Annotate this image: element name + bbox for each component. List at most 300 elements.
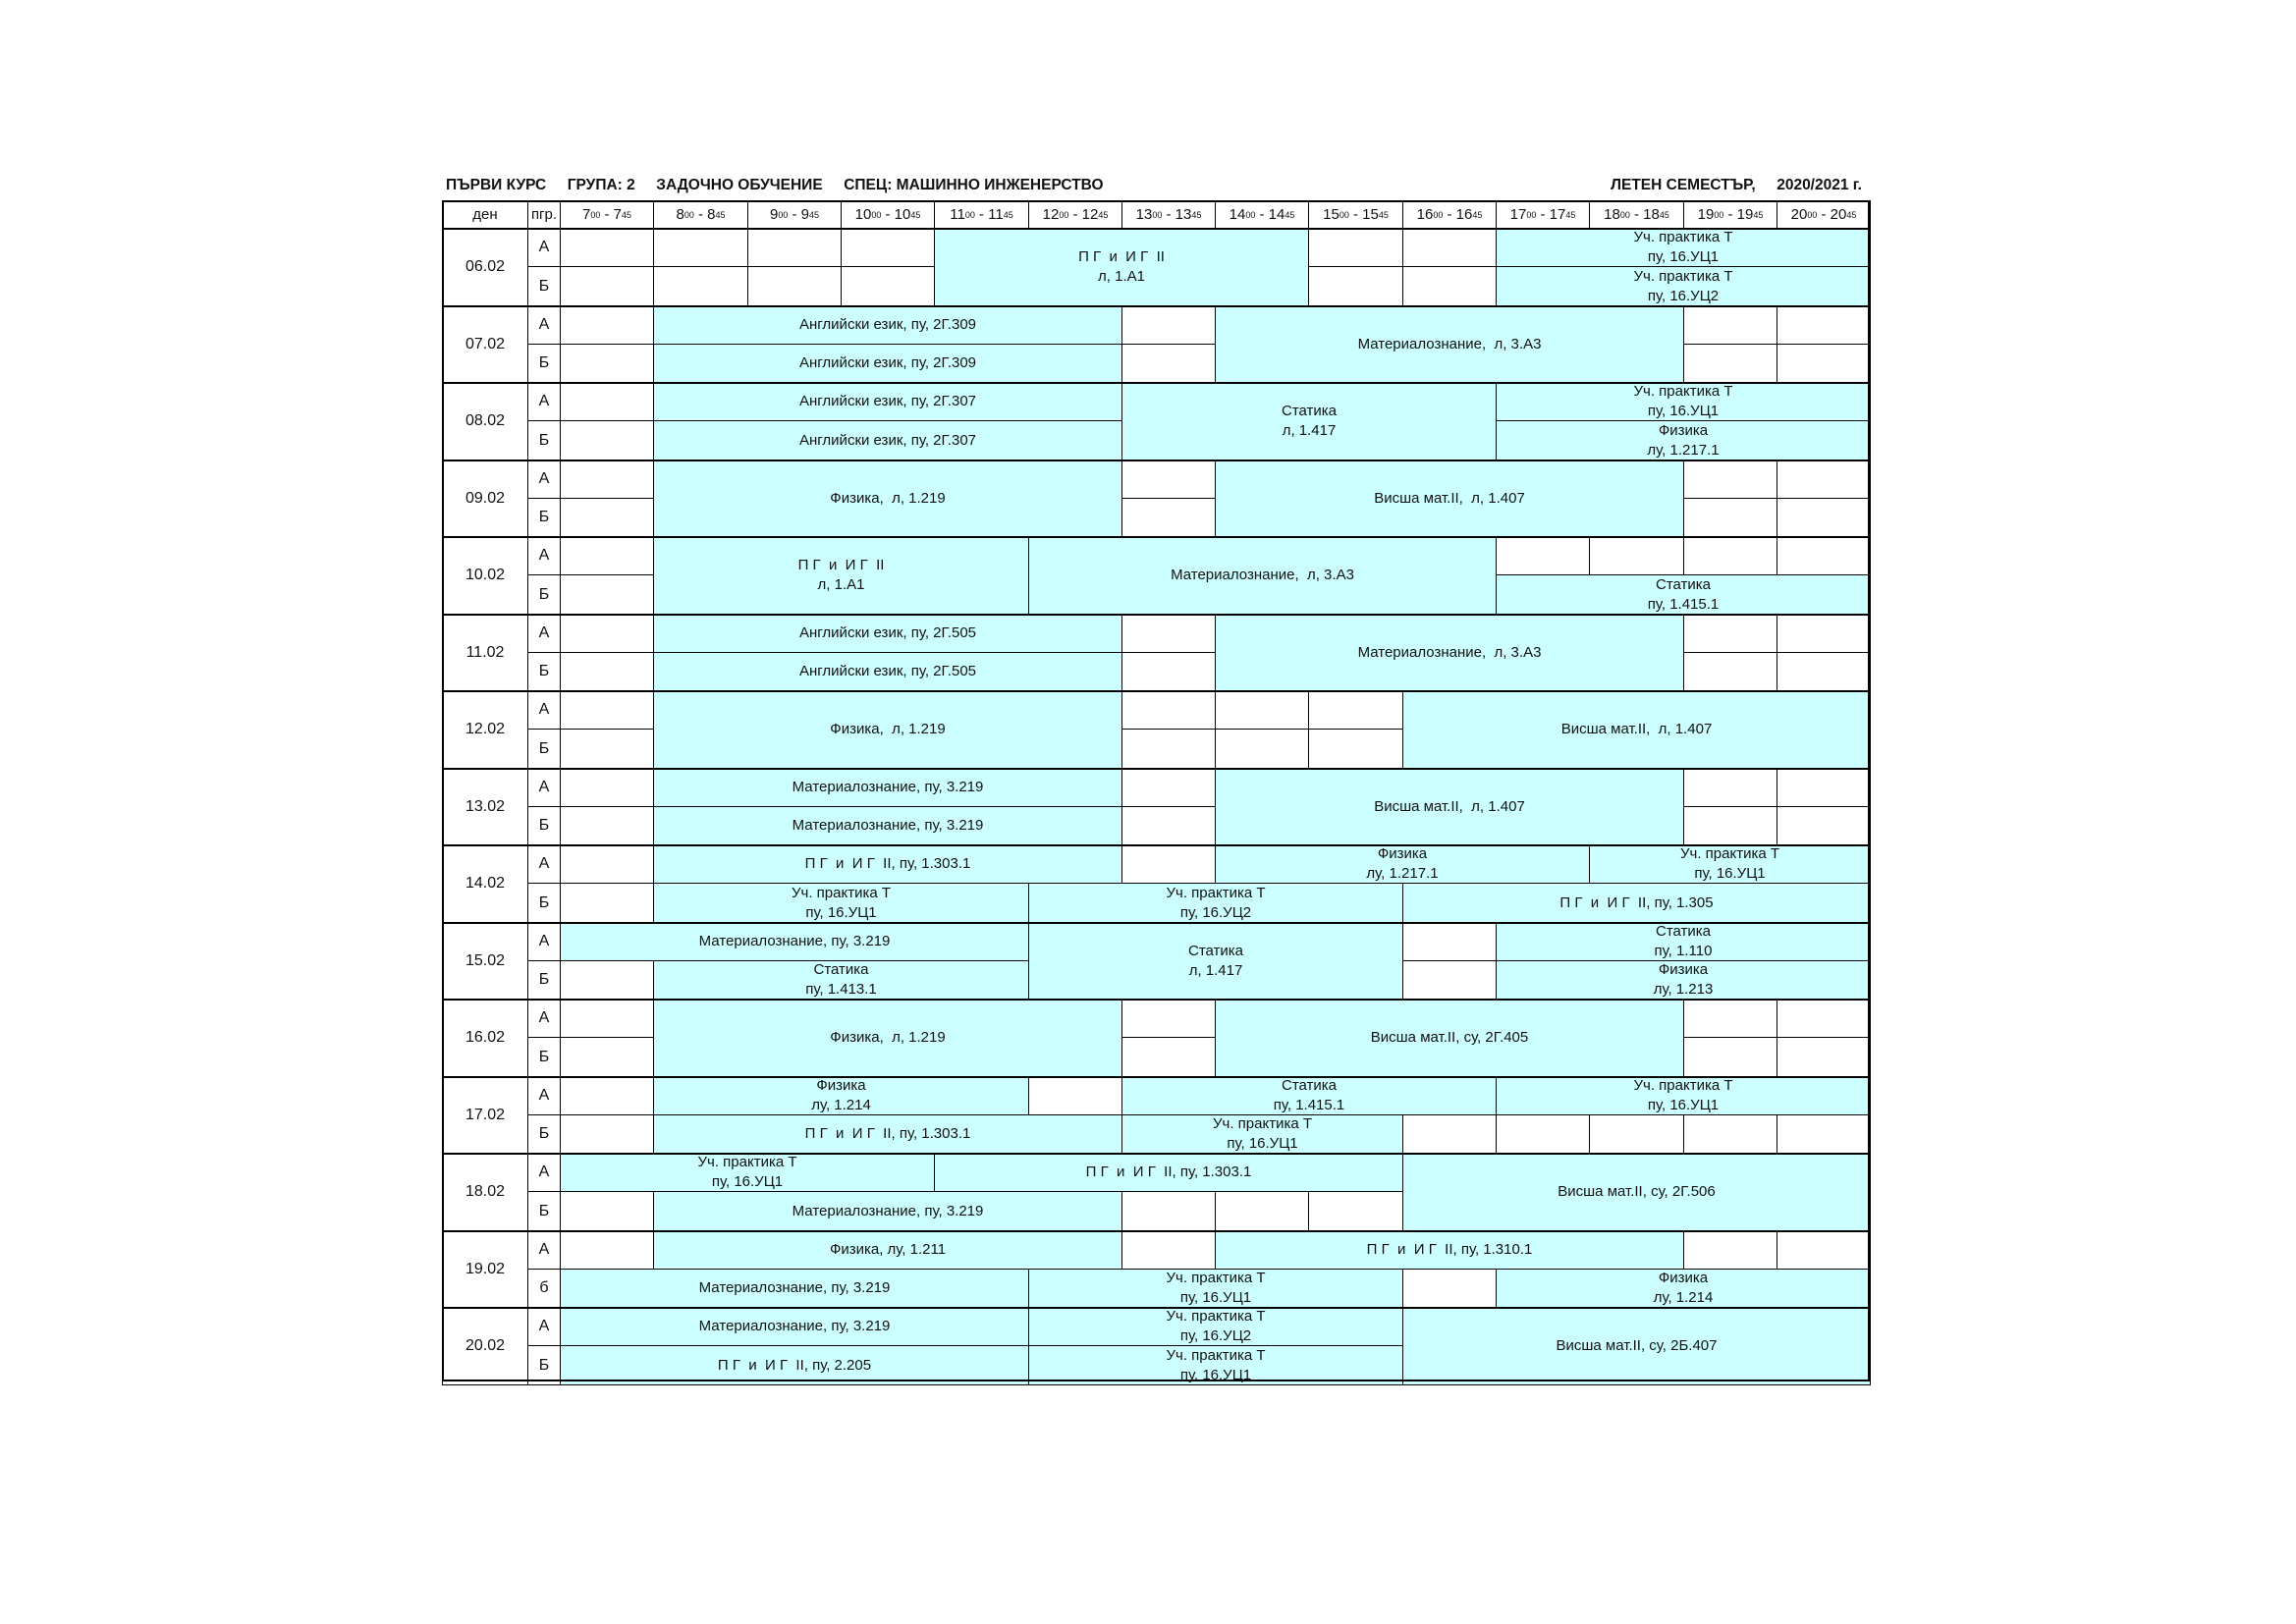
empty-slot: [560, 1191, 654, 1231]
empty-slot: [1121, 305, 1216, 345]
empty-slot: [560, 652, 654, 691]
class-room: лу, 1.217.1: [1366, 865, 1439, 882]
empty-slot: [1121, 1037, 1216, 1077]
class-block: [1215, 768, 1684, 845]
class-block: [1496, 420, 1871, 460]
empty-slot: [560, 999, 654, 1038]
class-title: Уч. практика Т: [1679, 845, 1780, 862]
timeslot-separator: -: [881, 205, 895, 223]
column-header-group: пгр.: [527, 200, 561, 229]
class-title: П Г и И Г II, пу, 1.303.1: [804, 1125, 971, 1142]
subgroup-label: Б: [527, 652, 561, 691]
class-block: [653, 1114, 1122, 1154]
subgroup-label: Б: [527, 806, 561, 845]
timeslot-end: 19: [1736, 205, 1754, 223]
empty-slot: [1121, 344, 1216, 383]
class-block: [1402, 1153, 1871, 1231]
class-title: Английски език, пу, 2Г.307: [799, 393, 976, 409]
class-title: Висша мат.II, су, 2Б.407: [1556, 1337, 1718, 1354]
day-date: 06.02: [442, 228, 528, 306]
subgroup-label: А: [527, 1230, 561, 1270]
column-header-timeslot: 11 00 - 11 45: [934, 200, 1029, 229]
class-title: П Г и И Г II, пу, 1.305: [1559, 893, 1714, 911]
day-date: 13.02: [442, 768, 528, 845]
subgroup-label: А: [527, 382, 561, 421]
empty-slot: [560, 536, 654, 575]
timeslot-start: 14: [1229, 205, 1246, 223]
class-title: Уч. практика Т: [697, 1154, 797, 1170]
day-date: 09.02: [442, 460, 528, 537]
timeslot-end: 12: [1081, 205, 1099, 223]
class-block: [934, 1153, 1403, 1192]
timeslot-start: 11: [950, 205, 965, 223]
class-block: [653, 883, 1029, 923]
empty-slot: [1683, 652, 1777, 691]
class-title: П Г и И Г II: [1078, 248, 1165, 265]
class-block: [934, 228, 1309, 306]
class-title: Уч. практика Т: [1212, 1115, 1313, 1132]
class-title: Английски език, пу, 2Г.309: [799, 316, 976, 333]
timeslot-start: 19: [1697, 205, 1715, 223]
class-block: [653, 382, 1122, 421]
empty-slot: [1683, 768, 1777, 807]
empty-slot: [747, 228, 842, 267]
day-date: 14.02: [442, 844, 528, 923]
empty-slot: [1777, 460, 1871, 499]
empty-slot: [1777, 768, 1871, 807]
class-title: Висша мат.II, л, 1.407: [1374, 797, 1525, 815]
empty-slot: [841, 228, 935, 267]
empty-slot: [1496, 536, 1590, 575]
class-block: [1121, 1076, 1497, 1115]
subgroup-label: Б: [527, 498, 561, 537]
column-header-timeslot: 16 00 - 16 45: [1402, 200, 1497, 229]
class-room: пу, 16.УЦ1: [1694, 865, 1766, 882]
empty-slot: [1683, 1114, 1777, 1154]
empty-slot: [1402, 266, 1497, 306]
timeslot-end: 15: [1362, 205, 1379, 223]
timeslot-separator: -: [1162, 205, 1175, 223]
day-date: 15.02: [442, 922, 528, 1000]
class-block: [1215, 460, 1684, 537]
empty-slot: [1777, 1037, 1871, 1077]
class-title: Физика: [1658, 961, 1709, 978]
class-title: Статика: [1187, 942, 1244, 959]
timeslot-start: 17: [1509, 205, 1527, 223]
class-title: Английски език, пу, 2Г.505: [799, 663, 976, 679]
column-header-timeslot: 20 00 - 20 45: [1777, 200, 1871, 229]
empty-slot: [1683, 305, 1777, 345]
timeslot-separator: -: [693, 205, 708, 223]
class-block: [1589, 844, 1871, 884]
timeslot-start: 13: [1135, 205, 1153, 223]
empty-slot: [1402, 922, 1497, 961]
empty-slot: [1308, 228, 1403, 267]
timeslot-end: 18: [1643, 205, 1660, 223]
empty-slot: [653, 228, 748, 267]
empty-slot: [560, 344, 654, 383]
column-header-timeslot: 18 00 - 18 45: [1589, 200, 1684, 229]
empty-slot: [1121, 806, 1216, 845]
timeslot-start: 8: [676, 205, 684, 223]
day-date: 08.02: [442, 382, 528, 460]
empty-slot: [1121, 844, 1216, 884]
class-title: П Г и И Г II, пу, 2.205: [717, 1356, 872, 1374]
schedule-table: [442, 200, 1870, 1381]
class-room: пу, 16.УЦ1: [1647, 248, 1720, 265]
class-title: Висша мат.II, су, 2Г.405: [1370, 1029, 1529, 1046]
class-title: Висша мат.II, су, 2Г.506: [1558, 1183, 1716, 1200]
empty-slot: [1589, 1114, 1684, 1154]
class-block: [1028, 922, 1403, 1000]
empty-slot: [1589, 536, 1684, 575]
class-block: [560, 1269, 1029, 1308]
class-title: Материалознание, пу, 3.219: [792, 1202, 984, 1219]
empty-slot: [560, 729, 654, 769]
class-block: [1496, 922, 1871, 961]
column-header-day: ден: [442, 200, 528, 229]
class-room: пу, 1.110: [1654, 943, 1713, 959]
subgroup-label: А: [527, 1307, 561, 1346]
class-title: Физика: [1377, 845, 1428, 862]
timeslot-start: 16: [1416, 205, 1434, 223]
timeslot-start: 18: [1604, 205, 1620, 223]
class-block: [1028, 536, 1497, 615]
class-title: П Г и И Г II: [797, 557, 885, 573]
class-block: [1121, 382, 1497, 460]
empty-slot: [653, 266, 748, 306]
class-block: [653, 806, 1122, 845]
empty-slot: [1777, 498, 1871, 537]
class-room: пу, 1.415.1: [1647, 595, 1720, 613]
empty-slot: [560, 1230, 654, 1270]
class-block: [1028, 1307, 1403, 1346]
day-date: 19.02: [442, 1230, 528, 1308]
class-room: пу, 16.УЦ1: [1179, 1289, 1252, 1306]
timeslot-end: 10: [894, 205, 911, 223]
empty-slot: [560, 228, 654, 267]
class-title: Статика: [1281, 1077, 1338, 1094]
class-block: [653, 1191, 1122, 1231]
class-room: пу, 16.УЦ2: [1179, 1327, 1252, 1344]
class-title: Физика, л, 1.219: [830, 1029, 946, 1046]
class-title: Статика: [1655, 923, 1712, 940]
column-header-timeslot: 17 00 - 17 45: [1496, 200, 1590, 229]
empty-slot: [1683, 999, 1777, 1038]
empty-slot: [1683, 614, 1777, 653]
empty-slot: [560, 1114, 654, 1154]
class-block: [1215, 305, 1684, 383]
timeslot-separator: -: [1348, 205, 1363, 223]
class-block: [1028, 1345, 1403, 1385]
timeslot-end: 16: [1455, 205, 1473, 223]
class-title: П Г и И Г II, пу, 1.310.1: [1366, 1241, 1533, 1258]
day-date: 10.02: [442, 536, 528, 615]
empty-slot: [1777, 536, 1871, 575]
class-block: [1496, 1269, 1871, 1308]
subgroup-label: А: [527, 768, 561, 807]
day-date: 17.02: [442, 1076, 528, 1154]
class-block: [653, 1076, 1029, 1115]
timeslot-end: 20: [1830, 205, 1847, 223]
column-header-timeslot: 7 00 - 7 45: [560, 200, 654, 229]
class-room: пу, 16.УЦ2: [1647, 287, 1720, 304]
class-block: [1496, 1076, 1871, 1115]
subgroup-label: А: [527, 228, 561, 267]
class-room: л, 1.417: [1188, 961, 1243, 979]
class-title: Физика, лу, 1.211: [829, 1241, 947, 1258]
empty-slot: [1683, 1230, 1777, 1270]
class-block: [1496, 382, 1871, 421]
class-room: пу, 16.УЦ1: [1179, 1366, 1252, 1383]
empty-slot: [1683, 1037, 1777, 1077]
column-header-timeslot: 14 00 - 14 45: [1215, 200, 1309, 229]
timeslot-separator: -: [788, 205, 801, 223]
subgroup-label: Б: [527, 883, 561, 923]
empty-slot: [560, 382, 654, 421]
empty-slot: [1028, 1076, 1122, 1115]
class-title: Физика: [1658, 421, 1709, 439]
empty-slot: [560, 420, 654, 460]
class-room: пу, 16.УЦ2: [1179, 903, 1252, 921]
empty-slot: [1777, 344, 1871, 383]
timeslot-end: 9: [800, 205, 810, 223]
class-title: Материалознание, пу, 3.219: [698, 1318, 891, 1334]
class-block: [1215, 1230, 1684, 1270]
class-block: [653, 536, 1029, 615]
empty-slot: [1402, 960, 1497, 1000]
class-room: пу, 1.415.1: [1273, 1097, 1345, 1113]
timeslot-start: 15: [1323, 205, 1339, 223]
subgroup-label: Б: [527, 266, 561, 306]
class-room: пу, 16.УЦ1: [1647, 1097, 1720, 1113]
empty-slot: [1496, 1114, 1590, 1154]
timeslot-separator: -: [1068, 205, 1082, 223]
empty-slot: [560, 266, 654, 306]
class-title: Висша мат.II, л, 1.407: [1560, 721, 1713, 737]
class-block: [653, 460, 1122, 537]
subgroup-label: Б: [527, 344, 561, 383]
header-semester: ЛЕТЕН СЕМЕСТЪР, 2020/2021 г.: [1611, 177, 1862, 193]
class-block: [1215, 844, 1590, 884]
empty-slot: [1121, 690, 1216, 730]
column-header-timeslot: 10 00 - 10 45: [841, 200, 935, 229]
subgroup-label: Б: [527, 1191, 561, 1231]
class-title: Физика, л, 1.219: [830, 489, 946, 507]
timeslot-end: 13: [1175, 205, 1192, 223]
timeslot-separator: -: [1723, 205, 1737, 223]
timeslot-start: 20: [1790, 205, 1808, 223]
subgroup-label: А: [527, 1153, 561, 1192]
empty-slot: [1121, 1191, 1216, 1231]
class-title: Статика: [813, 961, 869, 978]
class-block: [560, 1307, 1029, 1346]
class-block: [1121, 1114, 1403, 1154]
subgroup-label: А: [527, 844, 561, 884]
class-title: П Г и И Г II, пу, 1.303.1: [804, 855, 971, 872]
subgroup-label: А: [527, 1076, 561, 1115]
timeslot-start: 7: [581, 205, 591, 223]
subgroup-label: А: [527, 690, 561, 730]
class-title: Материалознание, пу, 3.219: [698, 1279, 891, 1296]
empty-slot: [560, 574, 654, 615]
empty-slot: [1402, 1269, 1497, 1308]
empty-slot: [560, 844, 654, 884]
class-room: пу, 16.УЦ1: [1227, 1135, 1298, 1152]
class-block: [653, 1230, 1122, 1270]
class-title: Английски език, пу, 2Г.307: [799, 431, 976, 449]
class-title: Уч. практика Т: [1166, 1270, 1266, 1286]
timeslot-end: 8: [707, 205, 716, 223]
empty-slot: [1121, 999, 1216, 1038]
empty-slot: [841, 266, 935, 306]
class-title: Материалознание, л, 3.А3: [1171, 567, 1354, 583]
day-date: 18.02: [442, 1153, 528, 1231]
subgroup-label: Б: [527, 574, 561, 615]
timeslot-separator: -: [1255, 205, 1269, 223]
subgroup-label: А: [527, 922, 561, 961]
empty-slot: [560, 614, 654, 653]
class-block: [653, 305, 1122, 345]
class-block: [560, 1153, 935, 1192]
empty-slot: [560, 305, 654, 345]
class-title: Уч. практика Т: [1166, 1346, 1266, 1364]
class-block: [1402, 690, 1871, 769]
empty-slot: [1777, 305, 1871, 345]
subgroup-label: Б: [527, 1114, 561, 1154]
class-block: [1215, 999, 1684, 1077]
timeslot-separator: -: [1629, 205, 1644, 223]
class-block: [1496, 266, 1871, 306]
column-header-timeslot: 15 00 - 15 45: [1308, 200, 1403, 229]
day-date: 07.02: [442, 305, 528, 383]
class-room: лу, 1.217.1: [1647, 441, 1720, 459]
class-title: П Г и И Г II, пу, 1.303.1: [1085, 1164, 1252, 1180]
class-block: [1028, 1269, 1403, 1308]
empty-slot: [560, 1076, 654, 1115]
class-title: Уч. практика Т: [1166, 884, 1266, 901]
class-room: л, 1.417: [1282, 422, 1337, 439]
class-title: Физика: [816, 1077, 866, 1094]
subgroup-label: Б: [527, 1037, 561, 1077]
empty-slot: [560, 960, 654, 1000]
class-block: [1402, 883, 1871, 923]
empty-slot: [1121, 768, 1216, 807]
timeslot-end: 17: [1549, 205, 1566, 223]
empty-slot: [1121, 614, 1216, 653]
timeslot-end: 11: [988, 205, 1004, 223]
class-block: [560, 922, 1029, 961]
class-block: [653, 420, 1122, 460]
empty-slot: [1215, 690, 1309, 730]
timeslot-end: 7: [613, 205, 623, 223]
class-block: [1496, 574, 1871, 615]
empty-slot: [560, 768, 654, 807]
empty-slot: [1121, 729, 1216, 769]
empty-slot: [1777, 652, 1871, 691]
empty-slot: [1777, 999, 1871, 1038]
class-block: [653, 344, 1122, 383]
timeslot-start: 12: [1042, 205, 1060, 223]
empty-slot: [1777, 1114, 1871, 1154]
empty-slot: [1121, 1230, 1216, 1270]
day-date: 16.02: [442, 999, 528, 1077]
class-title: Английски език, пу, 2Г.505: [799, 624, 976, 641]
class-title: Висша мат.II, л, 1.407: [1374, 489, 1525, 507]
empty-slot: [1308, 690, 1403, 730]
header-course-info: ПЪРВИ КУРС ГРУПА: 2 ЗАДОЧНО ОБУЧЕНИЕ СПЕЦ: МАШИННО ИНЖЕНЕРСТВО: [446, 177, 1104, 193]
class-title: Статика: [1655, 575, 1712, 593]
class-title: Уч. практика Т: [1633, 1077, 1733, 1094]
class-block: [1496, 228, 1871, 267]
class-room: пу, 16.УЦ1: [711, 1173, 784, 1190]
empty-slot: [1402, 228, 1497, 267]
empty-slot: [1308, 729, 1403, 769]
empty-slot: [1777, 614, 1871, 653]
empty-slot: [560, 498, 654, 537]
class-block: [653, 999, 1122, 1077]
empty-slot: [1683, 498, 1777, 537]
day-date: 20.02: [442, 1307, 528, 1385]
day-date: 11.02: [442, 614, 528, 691]
timeslot-start: 10: [854, 205, 872, 223]
empty-slot: [1308, 266, 1403, 306]
column-header-timeslot: 9 00 - 9 45: [747, 200, 842, 229]
column-header-timeslot: 19 00 - 19 45: [1683, 200, 1777, 229]
class-title: Физика: [1658, 1270, 1709, 1286]
class-title: Уч. практика Т: [1633, 229, 1733, 245]
class-room: л, 1.А1: [817, 576, 865, 593]
class-room: лу, 1.213: [1653, 981, 1714, 998]
class-block: [653, 960, 1029, 1000]
subgroup-label: Б: [527, 729, 561, 769]
class-room: пу, 16.УЦ1: [1647, 403, 1720, 419]
empty-slot: [560, 460, 654, 499]
subgroup-label: б: [527, 1269, 561, 1308]
empty-slot: [1683, 536, 1777, 575]
class-title: Уч. практика Т: [1633, 383, 1733, 400]
empty-slot: [1777, 1230, 1871, 1270]
timeslot-separator: -: [1817, 205, 1831, 223]
timeslot-separator: -: [1443, 205, 1456, 223]
empty-slot: [1121, 498, 1216, 537]
column-header-timeslot: 13 00 - 13 45: [1121, 200, 1216, 229]
timeslot-separator: -: [974, 205, 989, 223]
class-block: [560, 1345, 1029, 1385]
empty-slot: [560, 1037, 654, 1077]
empty-slot: [560, 806, 654, 845]
class-block: [1496, 960, 1871, 1000]
empty-slot: [1308, 1191, 1403, 1231]
empty-slot: [560, 690, 654, 730]
class-title: Материалознание, пу, 3.219: [698, 933, 891, 949]
class-block: [1215, 614, 1684, 691]
subgroup-label: А: [527, 614, 561, 653]
subgroup-label: Б: [527, 960, 561, 1000]
empty-slot: [1402, 1114, 1497, 1154]
empty-slot: [1121, 652, 1216, 691]
class-room: л, 1.А1: [1098, 268, 1145, 285]
subgroup-label: А: [527, 536, 561, 575]
empty-slot: [1215, 729, 1309, 769]
empty-slot: [1777, 806, 1871, 845]
timeslot-separator: -: [600, 205, 614, 223]
class-block: [1028, 883, 1403, 923]
class-title: Уч. практика Т: [1166, 1308, 1266, 1325]
class-block: [1402, 1307, 1871, 1385]
subgroup-label: Б: [527, 1345, 561, 1385]
empty-slot: [1215, 1191, 1309, 1231]
